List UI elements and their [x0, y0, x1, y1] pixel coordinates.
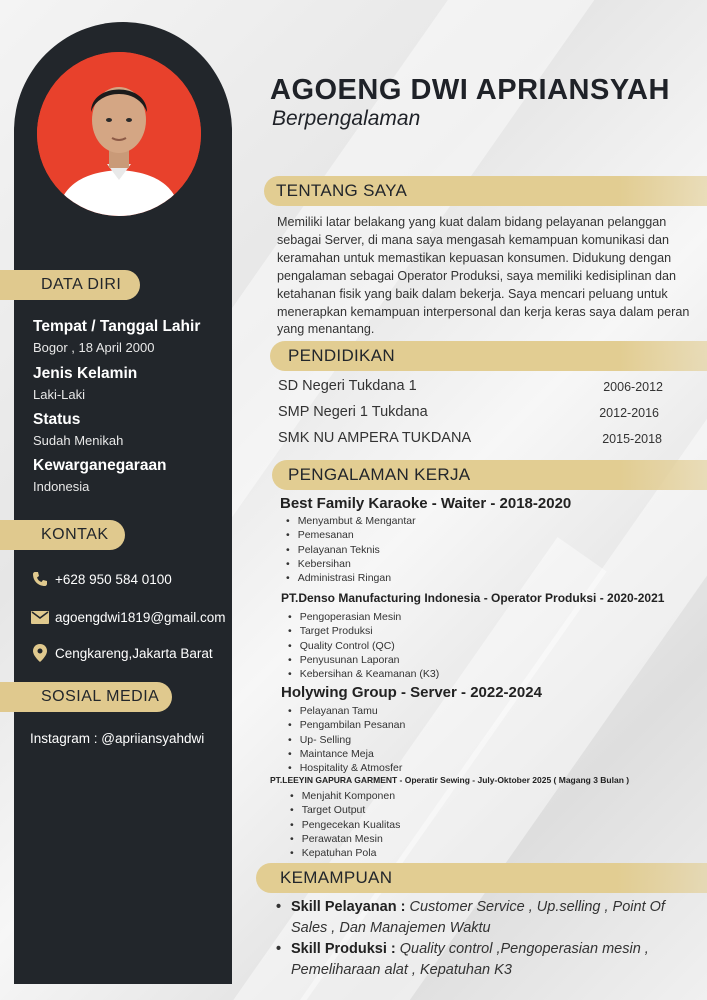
duty-item: • Kebersihan & Keamanan (K3) [288, 667, 439, 681]
field-value: Laki-Laki [33, 387, 86, 402]
job-duties [290, 789, 400, 860]
field-label: Kewarganegaraan [33, 457, 167, 474]
duty-item: • Pengambilan Pesanan [288, 718, 405, 732]
duty-item: • Hospitality & Atmosfer [288, 761, 405, 775]
field-value: Indonesia [33, 479, 90, 494]
duty-item: • Pemesanan [286, 528, 416, 542]
sosial-media-heading-label: SOSIAL MEDIA [41, 688, 160, 705]
education-item [278, 430, 673, 446]
field-birth [33, 318, 200, 355]
field-gender [33, 365, 137, 402]
duty-item: • Pengecekan Kualitas [290, 818, 400, 832]
education-school: SD Negeri Tukdana 1 [278, 378, 417, 394]
contact-email[interactable] [30, 608, 226, 626]
job-title: Holywing Group - Server - 2022-2024 [281, 684, 542, 701]
bullet-icon: • [276, 899, 282, 915]
instagram-text: Instagram : @apriiansyahdwi [30, 731, 205, 746]
data-diri-heading [0, 270, 140, 300]
duty-item: • Menyambut & Mengantar [286, 514, 416, 528]
contact-phone[interactable] [30, 570, 172, 588]
field-status [33, 411, 123, 448]
about-heading [264, 176, 707, 206]
field-label: Status [33, 411, 81, 428]
duty-item: • Maintance Meja [288, 747, 405, 761]
job-title: PT.LEEYIN GAPURA GARMENT - Operatir Sewing - July-Oktober 2025 ( Magang 3 Bulan ) [270, 775, 630, 785]
skill-detail: Quality control ,Pengoperasian mesin , Pemeliharaan alat , Kepatuhan K3 [291, 941, 649, 978]
duty-item: • Penyusunan Laporan [288, 653, 439, 667]
about-heading-label: TENTANG SAYA [276, 181, 408, 200]
education-item [278, 404, 673, 420]
contact-email-text: agoengdwi1819@gmail.com [55, 609, 226, 625]
candidate-name: AGOENG DWI APRIANSYAH [270, 74, 670, 106]
instagram-handle[interactable] [30, 731, 204, 746]
duty-item: • Menjahit Komponen [290, 789, 400, 803]
profile-photo [37, 52, 201, 216]
contact-location-text: Cengkareng,Jakarta Barat [55, 645, 213, 661]
education-school: SMK NU AMPERA TUKDANA [278, 430, 472, 446]
education-heading [270, 341, 707, 371]
kontak-heading [0, 520, 125, 550]
mail-icon [30, 608, 50, 626]
skill-item [276, 939, 701, 981]
duty-item: • Pelayanan Tamu [288, 704, 405, 718]
experience-heading [272, 460, 707, 490]
duty-item: • Perawatan Mesin [290, 832, 400, 846]
job-duties [286, 514, 416, 585]
skills-heading [256, 863, 707, 893]
duty-item: • Up- Selling [288, 733, 405, 747]
duty-item: • Target Output [290, 803, 400, 817]
education-school: SMP Negeri 1 Tukdana [278, 404, 428, 420]
about-text: Memiliki latar belakang yang kuat dalam bidang pelayanan pelanggan sebagai Server, di mana saya mengasah kemampuan komunikasi dan keramahan untuk memastikan kepuasan konsumen. Didukung dengan pengalaman sebagai Operator Produksi, saya memiliki kedisiplinan dan ketahanan fisik yang baik dalam bekerja. Saya mencari peluang untuk menerapkan kemampuan interpersonal dan kerja keras saya dalam peran yang menantang. [277, 215, 690, 337]
education-item [278, 378, 673, 394]
sosial-media-heading [0, 682, 172, 712]
duty-item: • Quality Control (QC) [288, 639, 439, 653]
skills-heading-label: KEMAMPUAN [280, 868, 393, 887]
education-years: 2006-2012 [603, 380, 663, 394]
skill-detail: Customer Service , Up.selling , Point Of Sales , Dan Manajemen Waktu [291, 899, 665, 936]
skill-item [276, 897, 701, 939]
data-diri-heading-label: DATA DIRI [41, 276, 122, 293]
duty-item: • Target Produksi [288, 624, 439, 638]
job-duties [288, 610, 439, 681]
contact-location [30, 644, 213, 662]
kontak-heading-label: KONTAK [41, 526, 109, 543]
duty-item: • Pengoperasian Mesin [288, 610, 439, 624]
duty-item: • Kebersihan [286, 557, 416, 571]
candidate-subtitle: Berpengalaman [272, 107, 421, 130]
education-years: 2012-2016 [599, 406, 659, 420]
skill-label: Skill Pelayanan : [291, 899, 406, 915]
field-label: Jenis Kelamin [33, 365, 138, 382]
contact-phone-text: +628 950 584 0100 [55, 571, 172, 587]
phone-icon [30, 570, 50, 588]
duty-item: • Kepatuhan Pola [290, 846, 400, 860]
field-value: Bogor , 18 April 2000 [33, 340, 155, 355]
field-value: Sudah Menikah [33, 433, 124, 448]
field-nationality [33, 457, 167, 494]
experience-heading-label: PENGALAMAN KERJA [288, 465, 471, 484]
skill-label: Skill Produksi : [291, 941, 396, 957]
job-title: PT.Denso Manufacturing Indonesia - Operator Produksi - 2020-2021 [281, 591, 665, 605]
location-icon [30, 644, 50, 662]
duty-item: • Pelayanan Teknis [286, 543, 416, 557]
job-duties [288, 704, 405, 775]
field-label: Tempat / Tanggal Lahir [33, 318, 201, 335]
duty-item: • Administrasi Ringan [286, 571, 416, 585]
education-years: 2015-2018 [602, 432, 662, 446]
job-title: Best Family Karaoke - Waiter - 2018-2020 [280, 495, 572, 512]
bullet-icon: • [276, 941, 282, 957]
education-heading-label: PENDIDIKAN [288, 346, 395, 365]
